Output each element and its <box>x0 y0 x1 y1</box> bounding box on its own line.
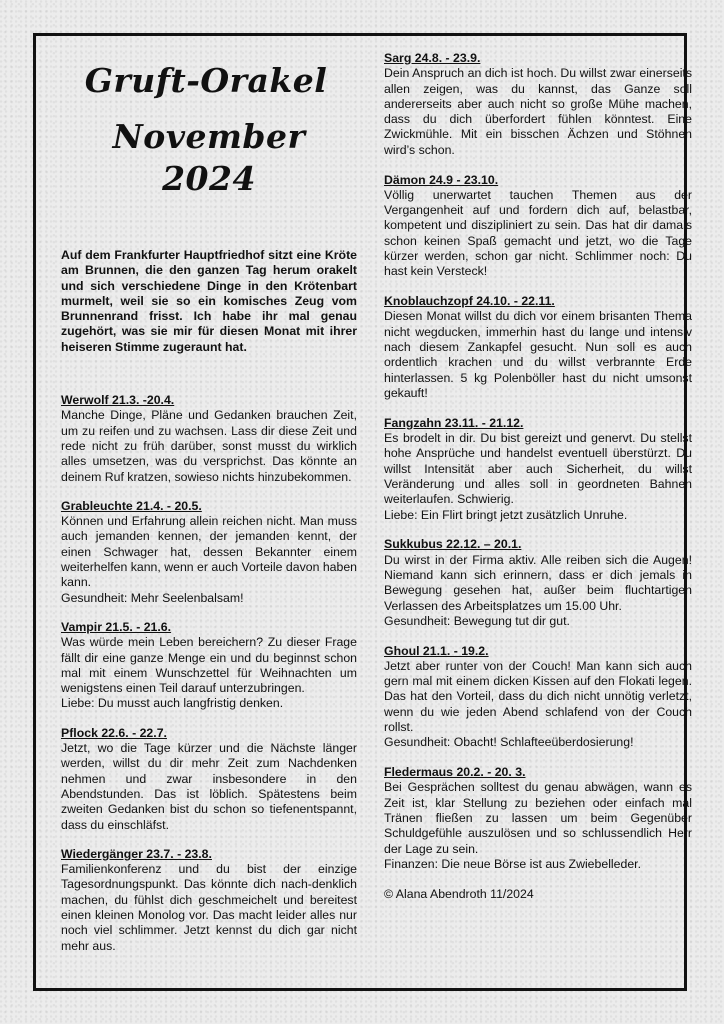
sign-text: Es brodelt in dir. Du bist gereizt und genervt. Du stellst hohe Ansprüche und handelst eventuell überstürzt. Du willst Intensität aber auch Sicherheit, du willst Veränderung und alles soll in geordneten Bahnen weiterlaufen. Schwierig. <box>384 431 692 507</box>
sign-extra: Gesundheit: Obacht! Schlafteeüberdosierung! <box>384 735 634 750</box>
sign-heading: Sarg 24.8. - 23.9. <box>384 51 481 65</box>
sign-text: Du wirst in der Firma aktiv. Alle reiben sich die Augen! Niemand kann sich erinnern, dass er dich jemals in Bewegung gesehen hat, außer beim fluchtartigen Verlassen des Arbeitsplatzes um 15.00 Uhr. <box>384 552 692 613</box>
sign-knoblauchzopf <box>384 294 692 401</box>
sign-daemon <box>384 173 692 280</box>
sign-fledermaus <box>384 765 692 872</box>
sign-sukkubus <box>384 537 692 629</box>
sign-heading: Dämon 24.9 - 23.10. <box>384 172 499 187</box>
sign-heading: Sukkubus 22.12. – 20.1. <box>384 537 522 552</box>
sign-pflock <box>61 726 357 833</box>
sign-extra: Gesundheit: Mehr Seelenbalsam! <box>61 590 244 605</box>
sign-extra: Liebe: Ein Flirt bringt jetzt zusätzlich Unruhe. <box>384 507 628 522</box>
sign-extra: Finanzen: Die neue Börse ist aus Zwiebelleder. <box>384 856 642 871</box>
sign-sarg <box>384 51 692 158</box>
sign-werwolf <box>61 393 357 485</box>
sign-heading: Pflock 22.6. - 22.7. <box>61 725 167 740</box>
right-column <box>384 51 692 902</box>
sign-text: Manche Dinge, Pläne und Gedanken brauchen Zeit, um zu reifen und zu wachsen. Lass dir diese Zeit und rede nicht zu früh darüber, sonst musst du wirklich alles umsetzen, was du versprichst. Das könnte an deinem Ruf kratzen, sowieso nichts hinzubekommen. <box>61 408 357 484</box>
sign-wiedergaenger <box>61 847 357 954</box>
sign-text: Dein Anspruch an dich ist hoch. Du willst zwar einerseits allen zeigen, was du kannst, das Ganze soll andererseits aber auch nicht so große Mühe machen, dass du dich überfordert fühlen könntest. Eine Zwickmühle. Mit ein bisschen Ächzen und Stöhnen wird’s schon. <box>384 66 692 157</box>
sign-heading: Vampir 21.5. - 21.6. <box>61 619 172 634</box>
sign-text: Jetzt aber runter von der Couch! Man kann sich auch gern mal mit einem dicken Kissen auf den Flokati legen. Das hat den Vorteil, dass du dich nicht unnötig verletzt, wenn du wie jeden Abend schlafend von der Couch rollst. <box>384 658 692 735</box>
sign-heading: Fangzahn 23.11. - 21.12. <box>384 415 524 430</box>
copyright: © Alana Abendroth 11/2024 <box>384 886 534 901</box>
sign-heading: Wiedergänger 23.7. - 23.8. <box>61 846 212 861</box>
sign-vampir <box>61 620 357 712</box>
intro-paragraph: Auf dem Frankfurter Hauptfriedhof sitzt eine Kröte am Brunnen, die den ganzen Tag herum orakelt und sich verschiedene Dinge in den Krötenbart murmelt, weil sie so ein komisches Zeug vom Brunnenrand frisst. Ich habe ihr mal genau zugehört, was sie mir für diesen Monat mit ihrer heiseren Stimme zugeraunt hat. <box>61 248 357 354</box>
sign-heading: Grableuchte 21.4. - 20.5. <box>61 498 202 513</box>
sign-ghoul <box>384 644 692 751</box>
sign-heading: Werwolf 21.3. -20.4. <box>61 393 175 408</box>
sign-extra: Liebe: Du musst auch langfristig denken. <box>61 696 284 711</box>
left-column <box>61 60 357 968</box>
sign-heading: Fledermaus 20.2. - 20. 3. <box>384 765 526 780</box>
sign-text: Jetzt, wo die Tage kürzer und die Nächste länger werden, willst du dir mehr Zeit zum Nachdenken nehmen und zwar insbesondere in den Abendstunden. Das ist löblich. Spätestens beim zweiten Gedanken bist du schon so tiefenentspannt, dass du einschläfst. <box>61 741 357 832</box>
title-line-2: November 2024 <box>112 117 306 198</box>
sign-grableuchte <box>61 499 357 606</box>
sign-text: Was würde mein Leben bereichern? Zu dieser Frage fällt dir eine ganze Menge ein und du beginnst schon mal mit einem Wunschzettel für Weihnachten um wenigstens einen Teil darauf unterzubringen. <box>61 635 357 696</box>
sign-text: Völlig unerwartet tauchen Themen aus der Vergangenheit auf und fordern dich auf, belastbar, kompetent und diszipliniert zu sein. Das hat dir damals schon keinen Spaß gemacht und jetzt, wo die Tage kürzer werden, schon gar nicht. Schlimmer noch: Du hast kein Versteck! <box>384 187 692 279</box>
sign-heading: Ghoul 21.1. - 19.2. <box>384 643 489 658</box>
sign-text: Bei Gesprächen solltest du genau abwägen, wann es Zeit ist, klar Stellung zu beziehen oder einfach mal Tränen fließen zu lassen um beim Gegenüber Schuldgefühle auszulösen und so schlussendlich Herr der Lage zu sein. <box>384 780 692 856</box>
sign-fangzahn <box>384 416 692 523</box>
sign-text: Familienkonferenz und du bist der einzige Tagesordnungspunkt. Das könnte dich nach-denklich machen, du fühlst dich geschmeichelt und bereitest einen kleinen Monolog vor. Das macht leider alles nur noch viel schlimmer. Jetzt kennst du dich gar nicht mehr aus. <box>61 862 357 953</box>
sign-heading: Knoblauchzopf 24.10. - 22.11. <box>384 294 555 309</box>
title-line-1: Gruft-Orakel <box>84 61 328 100</box>
sign-text: Können und Erfahrung allein reichen nicht. Man muss auch jemanden kennen, der jemanden kennt, der einen Schwager hat, dessen Bekannter einem weiterhelfen kann, wenn er auch Vorteile davon haben kann. <box>61 514 358 590</box>
sign-extra: Gesundheit: Bewegung tut dir gut. <box>384 613 570 628</box>
sign-text: Diesen Monat willst du dich vor einem brisanten Thema nicht wegducken, immerhin hast du lange und intensiv nach diesem Zankapfel gesucht. Nun soll es auch ordentlich krachen und du willst verbrannte Erde hinterlassen. 5 kg Polenböller hast du nicht umsonst gekauft! <box>384 309 692 400</box>
